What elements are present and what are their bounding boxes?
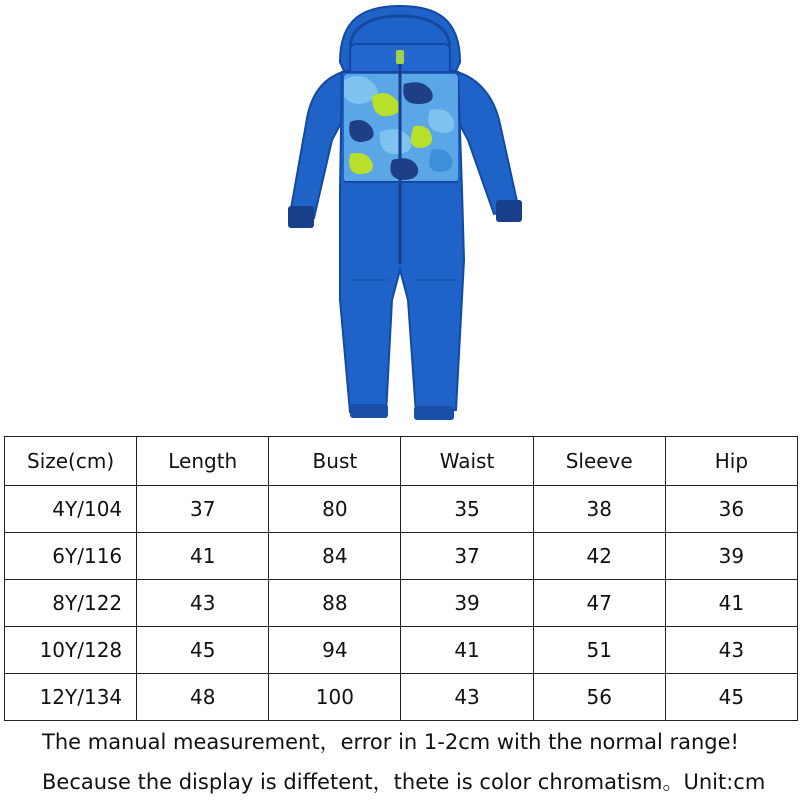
header-size: Size(cm) (5, 437, 137, 486)
waist-cell: 35 (401, 486, 533, 533)
length-cell: 37 (137, 486, 269, 533)
waist-cell: 41 (401, 627, 533, 674)
bust-cell: 88 (269, 580, 401, 627)
length-cell: 43 (137, 580, 269, 627)
table-header-row (5, 437, 798, 486)
hip-cell: 36 (665, 486, 797, 533)
header-waist: Waist (401, 437, 533, 486)
hip-cell: 41 (665, 580, 797, 627)
table-row (5, 674, 798, 721)
header-length: Length (137, 437, 269, 486)
size-cell: 10Y/128 (5, 627, 137, 674)
table-row (5, 486, 798, 533)
table-row (5, 627, 798, 674)
header-hip: Hip (665, 437, 797, 486)
size-cell: 4Y/104 (5, 486, 137, 533)
bust-cell: 94 (269, 627, 401, 674)
header-sleeve: Sleeve (533, 437, 665, 486)
table-row (5, 580, 798, 627)
hip-cell: 39 (665, 533, 797, 580)
sleeve-cell: 42 (533, 533, 665, 580)
length-cell: 48 (137, 674, 269, 721)
size-cell: 12Y/134 (5, 674, 137, 721)
sleeve-cell: 47 (533, 580, 665, 627)
snowsuit-illustration (288, 6, 522, 420)
bust-cell: 80 (269, 486, 401, 533)
table-row (5, 533, 798, 580)
length-cell: 45 (137, 627, 269, 674)
waist-cell: 39 (401, 580, 533, 627)
hip-cell: 45 (665, 674, 797, 721)
size-cell: 8Y/122 (5, 580, 137, 627)
hip-cell: 43 (665, 627, 797, 674)
sleeve-cell: 56 (533, 674, 665, 721)
sleeve-cell: 38 (533, 486, 665, 533)
size-cell: 6Y/116 (5, 533, 137, 580)
length-cell: 41 (137, 533, 269, 580)
bust-cell: 100 (269, 674, 401, 721)
bust-cell: 84 (269, 533, 401, 580)
color-note: Because the display is diffetent，thete is color chromatism。Unit:cm (42, 770, 766, 794)
size-chart-table (4, 436, 798, 721)
waist-cell: 37 (401, 533, 533, 580)
sleeve-cell: 51 (533, 627, 665, 674)
waist-cell: 43 (401, 674, 533, 721)
measurement-note: The manual measurement，error in 1-2cm with the normal range! (42, 730, 739, 754)
header-bust: Bust (269, 437, 401, 486)
